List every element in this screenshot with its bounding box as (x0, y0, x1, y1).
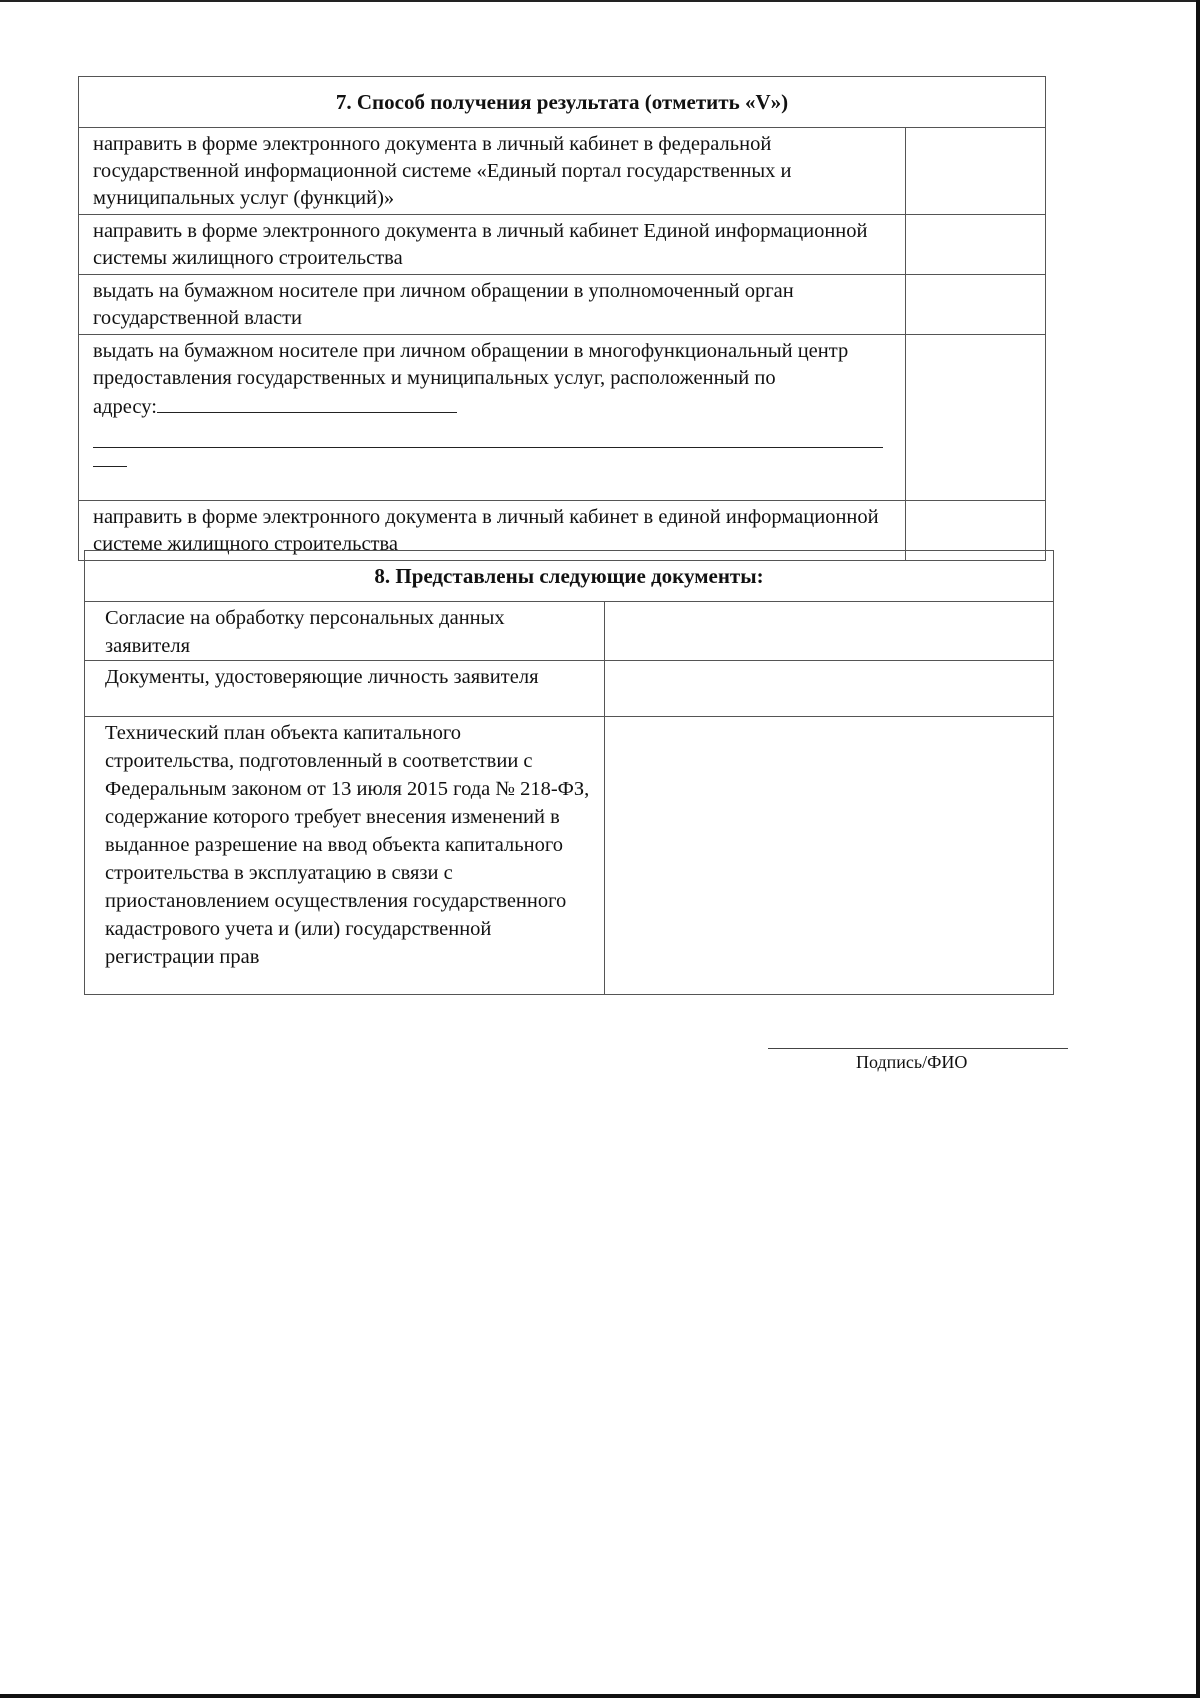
document-value[interactable] (605, 717, 1054, 995)
scan-border-top (0, 0, 1200, 2)
result-option-checkbox[interactable] (905, 128, 1045, 215)
address-field-line (93, 425, 883, 448)
document-name: Документы, удостоверяющие личность заявителя (85, 661, 605, 717)
address-field-line-end (93, 448, 127, 467)
signature-field[interactable] (768, 1048, 1068, 1049)
result-option-row (79, 275, 1046, 335)
document-row (85, 602, 1054, 661)
section-8-title: 8. Представлены следующие документы: (85, 551, 1054, 602)
result-option-row (79, 128, 1046, 215)
result-method-table (78, 76, 1046, 561)
submitted-documents-table (84, 550, 1054, 995)
signature-caption: Подпись/ФИО (856, 1052, 968, 1072)
scan-border-right (1196, 0, 1200, 1698)
document-row (85, 661, 1054, 717)
result-option-text: направить в форме электронного документа в личный кабинет в единой информационной системе жилищного строительства (79, 501, 906, 561)
result-option-checkbox[interactable] (905, 275, 1045, 335)
document-name: Технический план объекта капитального строительства, подготовленный в соответствии с Федеральным законом от 13 июля 2015 года № 218-ФЗ, содержание которого требует внесения изменений в выданное разрешение на ввод объекта капитального строительства в эксплуатацию в связи с приостановлением осуществления государственного кадастрового учета и (или) государственной регистрации прав (85, 717, 605, 995)
result-option-checkbox[interactable] (905, 215, 1045, 275)
document-row (85, 717, 1054, 995)
result-option-row (79, 335, 1046, 501)
result-option-text: выдать на бумажном носителе при личном обращении в многофункциональный центр предоставления государственных и муниципальных услуг, расположенный по (93, 340, 849, 389)
result-option-text: направить в форме электронного документа в личный кабинет Единой информационной системы жилищного строительства (79, 215, 906, 275)
document-value[interactable] (605, 602, 1054, 661)
result-option-row (79, 215, 1046, 275)
result-option-mfc-cell (79, 335, 906, 501)
section-7-title: 7. Способ получения результата (отметить «V») (79, 77, 1046, 128)
document-name: Согласие на обработку персональных данных заявителя (85, 602, 605, 661)
result-option-text: выдать на бумажном носителе при личном обращении в уполномоченный орган государственной власти (79, 275, 906, 335)
address-field[interactable] (157, 392, 457, 413)
document-value[interactable] (605, 661, 1054, 717)
scan-border-bottom (0, 1694, 1200, 1698)
result-option-checkbox[interactable] (905, 335, 1045, 501)
address-label: адресу: (93, 396, 157, 418)
result-option-text: направить в форме электронного документа в личный кабинет в федеральной государственной информационной системе «Единый портал государственных и муниципальных услуг (функций)» (79, 128, 906, 215)
